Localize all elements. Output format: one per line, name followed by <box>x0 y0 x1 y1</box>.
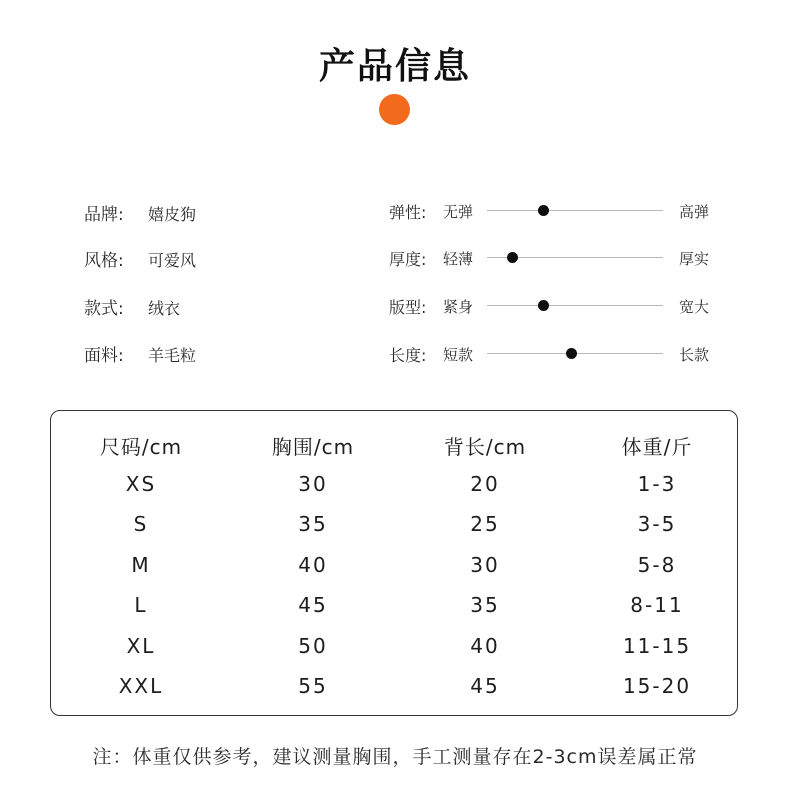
table-header: 尺码/cm <box>99 435 183 459</box>
table-cell: 40 <box>470 634 500 658</box>
scale-low-label: 紧身 <box>443 298 474 316</box>
scale-marker <box>538 205 549 216</box>
scale-track <box>487 257 663 258</box>
attribute-value: 羊毛粒 <box>148 346 197 365</box>
scale-high-label: 宽大 <box>679 298 710 316</box>
page-title: 产品信息 <box>318 46 471 87</box>
attribute-type <box>84 294 180 319</box>
table-cell: 50 <box>298 634 328 658</box>
table-cell: 1-3 <box>637 472 677 496</box>
footnote: 注：体重仅供参考，建议测量胸围，手工测量存在2-3cm误差属正常 <box>92 746 698 768</box>
scale-marker <box>538 300 549 311</box>
accent-dot <box>379 94 410 125</box>
attribute-style <box>84 246 196 271</box>
table-cell: XXL <box>118 674 164 698</box>
table-header: 胸围/cm <box>271 435 355 459</box>
scale-marker <box>566 348 577 359</box>
table-cell: S <box>133 512 149 536</box>
attribute-value: 可爱风 <box>148 251 197 270</box>
table-header: 体重/斤 <box>621 435 693 459</box>
scale-label: 长度: <box>389 346 427 365</box>
table-cell: L <box>134 593 148 617</box>
scale-high-label: 厚实 <box>679 250 710 268</box>
scale-track <box>487 210 663 211</box>
scale-track <box>487 305 663 306</box>
attribute-value: 嬉皮狗 <box>148 205 197 224</box>
table-header: 背长/cm <box>443 435 527 459</box>
table-cell: XS <box>125 472 157 496</box>
table-cell: 20 <box>470 472 500 496</box>
table-cell: 25 <box>470 512 500 536</box>
table-cell: 5-8 <box>637 553 677 577</box>
scale-low-label: 轻薄 <box>443 250 474 268</box>
scale-thickness <box>389 245 729 269</box>
attribute-label: 面料: <box>84 346 124 366</box>
scale-label: 版型: <box>389 298 427 317</box>
attribute-fabric <box>84 341 196 366</box>
attribute-label: 款式: <box>84 299 124 319</box>
table-cell: 30 <box>298 472 328 496</box>
table-cell: 8-11 <box>630 593 684 617</box>
table-cell: 11-15 <box>622 634 692 658</box>
table-cell: 35 <box>298 512 328 536</box>
attribute-value: 绒衣 <box>148 299 181 318</box>
attribute-label: 风格: <box>84 251 124 271</box>
table-cell: 55 <box>298 674 328 698</box>
scale-track <box>487 353 663 354</box>
scale-high-label: 高弹 <box>679 203 710 221</box>
scale-marker <box>507 252 518 263</box>
scale-elasticity <box>389 198 729 222</box>
table-cell: XL <box>126 634 156 658</box>
scale-low-label: 无弹 <box>443 203 474 221</box>
scale-length <box>389 341 729 365</box>
table-cell: 35 <box>470 593 500 617</box>
table-cell: 45 <box>298 593 328 617</box>
size-table <box>50 410 738 716</box>
scale-label: 弹性: <box>389 203 427 222</box>
attribute-brand <box>84 200 196 225</box>
attribute-label: 品牌: <box>84 205 124 225</box>
table-cell: 40 <box>298 553 328 577</box>
scale-low-label: 短款 <box>443 346 474 364</box>
scale-high-label: 长款 <box>679 346 710 364</box>
table-cell: 15-20 <box>622 674 692 698</box>
scale-fit <box>389 293 729 317</box>
table-cell: 3-5 <box>637 512 677 536</box>
table-cell: M <box>131 553 151 577</box>
table-cell: 30 <box>470 553 500 577</box>
scale-label: 厚度: <box>389 250 427 269</box>
table-cell: 45 <box>470 674 500 698</box>
